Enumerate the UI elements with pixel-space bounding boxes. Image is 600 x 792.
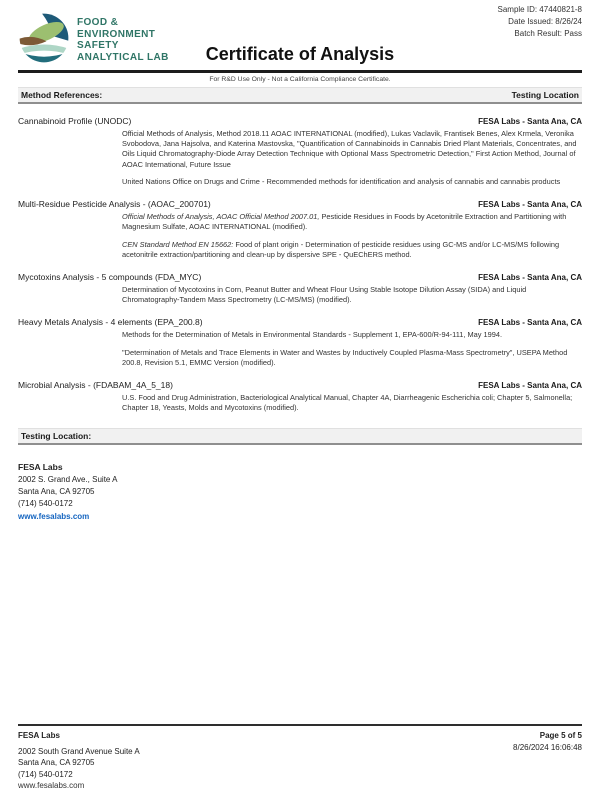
lab-website-link[interactable]: www.fesalabs.com bbox=[18, 511, 90, 521]
method-section-mycotoxins bbox=[18, 272, 582, 305]
method-paragraph: U.S. Food and Drug Administration, Bacteriological Analytical Manual, Chapter 4A, Diarrheagenic Escherichia coli; Chapter 5, Salmonella; Chapter 18, Yeasts, Molds and Mycotoxins (modified). bbox=[122, 393, 573, 413]
disclaimer-text: For R&D Use Only - Not a California Compliance Certificate. bbox=[209, 76, 391, 83]
date-issued: Date Issued: 8/26/24 bbox=[508, 17, 582, 26]
testing-location-column-label: Testing Location bbox=[511, 90, 579, 100]
method-section-microbial bbox=[18, 380, 582, 413]
footer-lab-name: FESA Labs bbox=[18, 731, 60, 740]
method-paragraph: Methods for the Determination of Metals in Environmental Standards - Supplement 1, EPA-600/R-94-111, May 1994. bbox=[122, 330, 502, 340]
batch-result: Batch Result: Pass bbox=[514, 29, 582, 38]
section-location: FESA Labs - Santa Ana, CA bbox=[478, 272, 582, 282]
section-name: Heavy Metals Analysis - 4 elements (EPA_200.8) bbox=[18, 317, 203, 328]
page-title: Certificate of Analysis bbox=[205, 44, 395, 64]
footer-address-line1: 2002 South Grand Avenue Suite A bbox=[18, 746, 140, 756]
logo-line-2: ENVIRONMENT bbox=[77, 28, 156, 40]
method-paragraph: Determination of Mycotoxins in Corn, Peanut Butter and Wheat Flour Using Stable Isotope Dilution Assay (SIDA) and Liquid Chromatography-Tandem Mass Spectrometry (LC-MS/MS) (modified). bbox=[122, 284, 527, 305]
lab-phone: (714) 540-0172 bbox=[18, 499, 73, 509]
logo-line-4: ANALYTICAL LAB bbox=[77, 51, 169, 63]
method-paragraph: Official Methods of Analysis, AOAC Official Method 2007.01, Pesticide Residues in Foods by Acetonitrile Extraction and Partitioning with Magnesium Sulfate, AOAC INTERNATIONAL (modified). bbox=[122, 212, 567, 232]
section-name: Microbial Analysis - (FDABAM_4A_5_18) bbox=[18, 380, 173, 391]
method-paragraph: Official Methods of Analysis, Method 2018.11 AOAC INTERNATIONAL (modified), Lukas Vaclavik, Frantisek Benes, Alex Krmela, Veronika Svobodova, Jana Hajsolva, and Katerina Mastovska, "Quantification of Cannabinoids in Cannabis Dried Plant Materials, Concentrates, and Oils Liquid Chromatography-Diode Array Detection Technique with Optional Mass Spectrometric Detection," First Action Method, Journal of AOAC International, Future Issue bbox=[122, 129, 577, 169]
method-paragraph: United Nations Office on Drugs and Crime - Recommended methods for identification and analysis of cannabis and cannabis products bbox=[122, 176, 561, 186]
footer-website-link[interactable]: www.fesalabs.com bbox=[18, 781, 85, 791]
section-name: Multi-Residue Pesticide Analysis - (AOAC_200701) bbox=[18, 199, 211, 210]
footer-address-line2: Santa Ana, CA 92705 bbox=[18, 758, 95, 768]
sample-id: Sample ID: 47440821-8 bbox=[497, 5, 582, 14]
method-references-band bbox=[18, 87, 582, 104]
method-references-label: Method References: bbox=[21, 90, 103, 100]
header-rule bbox=[18, 70, 582, 73]
lab-address-line1: 2002 S. Grand Ave., Suite A bbox=[18, 474, 118, 484]
section-location: FESA Labs - Santa Ana, CA bbox=[478, 381, 582, 391]
testing-location-details bbox=[18, 461, 582, 524]
header bbox=[18, 0, 582, 70]
method-section-heavy-metals bbox=[18, 317, 582, 368]
page-footer bbox=[18, 724, 582, 792]
footer-phone: (714) 540-0172 bbox=[18, 769, 73, 779]
method-paragraph: CEN Standard Method EN 15662: Food of plant origin - Determination of pesticide residues using GC-MS and/or LC-MS/MS following acetonitrile extraction/partitioning and clean-up by dispersive SPE - QuEChERS method. bbox=[122, 239, 560, 259]
page-number: Page 5 of 5 bbox=[539, 731, 582, 740]
lab-name: FESA Labs bbox=[18, 461, 63, 472]
section-name: Mycotoxins Analysis - 5 compounds (FDA_MYC) bbox=[18, 271, 202, 282]
section-location: FESA Labs - Santa Ana, CA bbox=[478, 200, 582, 210]
logo-line-1: FOOD & bbox=[77, 17, 119, 28]
section-location: FESA Labs - Santa Ana, CA bbox=[478, 117, 582, 126]
footer-timestamp: 8/26/2024 16:06:48 bbox=[513, 742, 582, 752]
testing-location-band bbox=[18, 428, 582, 445]
section-name: Cannabinoid Profile (UNODC) bbox=[18, 116, 132, 126]
logo-line-3: SAFETY bbox=[77, 40, 119, 52]
method-paragraph: "Determination of Metals and Trace Elements in Water and Wastes by Inductively Coupled Plasma-Mass Spectrometry", USEPA Method 200.8, Revision 5.1, EMMC Version (modified). bbox=[122, 347, 568, 367]
method-section-cannabinoid bbox=[18, 116, 582, 187]
testing-location-label: Testing Location: bbox=[21, 430, 92, 441]
method-section-pesticide bbox=[18, 199, 582, 260]
lab-address-line2: Santa Ana, CA 92705 bbox=[18, 487, 95, 497]
section-location: FESA Labs - Santa Ana, CA bbox=[478, 318, 582, 328]
sample-meta bbox=[498, 4, 583, 40]
